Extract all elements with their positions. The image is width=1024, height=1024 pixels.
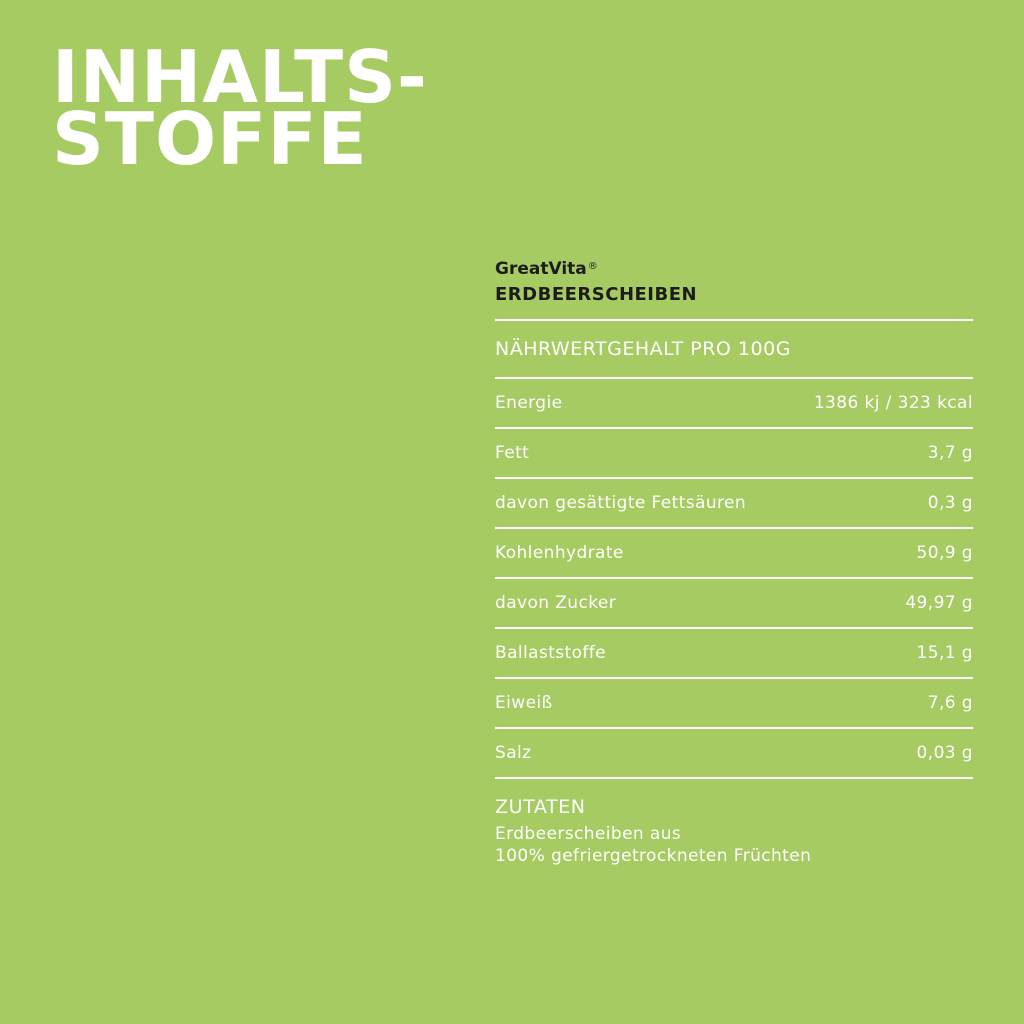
brand-name (495, 258, 973, 280)
ingredients-text (495, 823, 973, 867)
nutrition-row-energie (495, 379, 973, 429)
registered-mark: ® (587, 261, 598, 272)
nutrition-row-zucker (495, 579, 973, 629)
ingredients-line-2: 100% gefriergetrockneten Früchten (495, 846, 812, 866)
nutrient-label: Salz (495, 743, 532, 763)
page-title-line-2: STOFFE (52, 97, 368, 181)
nutrition-row-gesaettigte-fettsaeuren (495, 479, 973, 529)
nutrient-value: 0,3 g (927, 493, 973, 513)
nutrient-value: 50,9 g (916, 543, 973, 563)
nutrient-label: Ballaststoffe (495, 643, 607, 663)
nutrition-table (495, 379, 973, 779)
nutrition-row-kohlenhydrate (495, 529, 973, 579)
brand-name-text: GreatVita (495, 259, 587, 279)
nutrient-label: davon Zucker (495, 593, 617, 613)
nutrient-value: 0,03 g (916, 743, 973, 763)
nutrient-value: 3,7 g (927, 443, 973, 463)
ingredients-line-1: Erdbeerscheiben aus (495, 824, 682, 844)
nutrient-value: 49,97 g (905, 593, 973, 613)
page-title (52, 35, 428, 181)
nutrition-row-ballaststoffe (495, 629, 973, 679)
page-title-line-1: INHALTS- (52, 35, 428, 119)
nutrition-row-salz (495, 729, 973, 779)
nutrient-label: Eiweiß (495, 693, 553, 713)
nutrient-label: Kohlenhydrate (495, 543, 624, 563)
nutrition-row-fett (495, 429, 973, 479)
nutrition-row-eiweiss (495, 679, 973, 729)
nutrient-label: Energie (495, 393, 563, 413)
nutrient-label: Fett (495, 443, 530, 463)
nutrient-value: 7,6 g (927, 693, 973, 713)
nutrient-label: davon gesättigte Fettsäuren (495, 493, 747, 513)
nutrient-value: 15,1 g (916, 643, 973, 663)
product-name: ERDBEERSCHEIBEN (495, 284, 698, 305)
nutrition-panel (495, 258, 973, 867)
nutrition-heading: NÄHRWERTGEHALT PRO 100G (495, 338, 791, 360)
ingredients-heading: ZUTATEN (495, 796, 586, 818)
nutrient-value: 1386 kj / 323 kcal (813, 393, 973, 413)
